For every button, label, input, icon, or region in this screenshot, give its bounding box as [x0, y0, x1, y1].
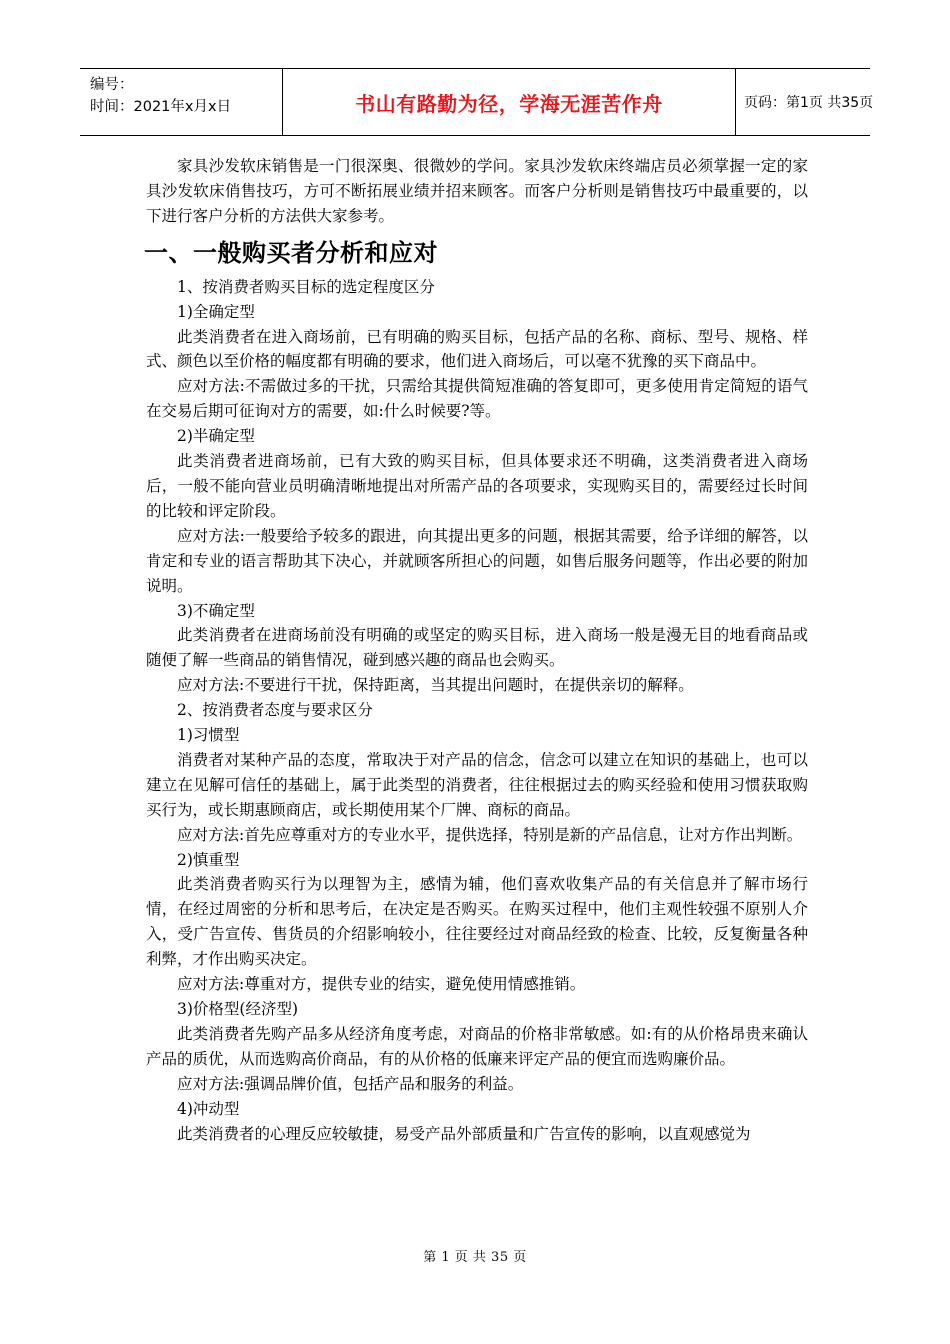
header-meta [80, 69, 282, 135]
body-paragraph: 此类消费者在进商场前没有明确的或坚定的购买目标，进入商场一般是漫无目的地看商品或随便了解一些商品的销售情况，碰到感兴趣的商品也会购买。 [146, 626, 808, 670]
body-paragraph: 应对方法:强调品牌价值，包括产品和服务的利益。 [177, 1074, 524, 1093]
body-paragraph: 4)冲动型 [177, 1099, 240, 1118]
body-paragraph: 2)慎重型 [177, 850, 240, 869]
intro-paragraph: 家具沙发软床销售是一门很深奥、很微妙的学问。家具沙发软床终端店员必须掌握一定的家具沙发软床俏售技巧，方可不断拓展业绩并招来顾客。而客户分析则是销售技巧中最重要的，以下进行客户分析的方法供大家参考。 [146, 157, 808, 225]
body-paragraph: 应对方法:首先应尊重对方的专业水平，提供选择，特别是新的产品信息，让对方作出判断。 [177, 825, 803, 844]
body-paragraph: 应对方法:一般要给予较多的跟进，向其提出更多的问题，根据其需要，给予详细的解答，以肯定和专业的语言帮助其下决心，并就顾客所担心的问题，如售后服务问题等，作出必要的附加说明。 [146, 526, 808, 595]
header-motto-cell [282, 69, 736, 135]
document-body [146, 154, 808, 1146]
header-page-info: 页码：第1页 共35页 [744, 95, 874, 111]
document-header [80, 68, 874, 136]
body-paragraph: 3)价格型(经济型) [177, 1000, 299, 1018]
body-paragraph: 2、按消费者态度与要求区分 [177, 701, 373, 720]
body-paragraph: 此类消费者在进入商场前，已有明确的购买目标，包括产品的名称、商标、型号、规格、样式、颜色以至价格的幅度都有明确的要求，他们进入商场后，可以毫不犹豫的买下商品中。 [146, 327, 808, 371]
body-paragraph: 1、按消费者购买目标的选定程度区分 [177, 277, 435, 296]
header-motto: 书山有路勤为径，学海无涯苦作舟 [355, 91, 663, 116]
body-paragraph: 应对方法:不要进行干扰，保持距离，当其提出问题时，在提供亲切的解释。 [177, 676, 694, 695]
body-paragraph: 此类消费者先购产品多从经济角度考虑，对商品的价格非常敏感。如:有的从价格昂贵来确认产品的质优，从而选购高价商品，有的从价格的低廉来评定产品的便宜而选购廉价品。 [146, 1024, 808, 1068]
section-heading: 一、一般购买者分析和应对 [144, 238, 438, 267]
document-number-label: 编号： [90, 77, 134, 93]
document-date-label: 时间：2021年x月x日 [90, 99, 232, 115]
body-paragraph: 3)不确定型 [177, 601, 255, 620]
body-paragraph: 此类消费者的心理反应较敏捷，易受产品外部质量和广告宣传的影响，以直观感觉为 [177, 1124, 751, 1143]
body-paragraph: 2)半确定型 [177, 427, 255, 446]
body-paragraph: 1)全确定型 [177, 302, 255, 321]
body-paragraph: 此类消费者进商场前，已有大致的购买目标，但具体要求还不明确，这类消费者进入商场后，一般不能向营业员明确清晰地提出对所需产品的各项要求，实现购买目的，需要经过长时间的比较和评定阶段。 [146, 452, 808, 520]
body-paragraph: 消费者对某种产品的态度，常取决于对产品的信念，信念可以建立在知识的基础上，也可以建立在见解可信任的基础上，属于此类型的消费者，往往根据过去的购买经验和使用习惯获取购买行为，或长期惠顾商店，或长期使用某个厂牌、商标的商品。 [146, 750, 808, 819]
page-footer: 第 1 页 共 35 页 [423, 1250, 527, 1265]
body-paragraph: 应对方法:不需做过多的干扰，只需给其提供简短准确的答复即可，更多使用肯定简短的语气在交易后期可征询对方的需要，如:什么时候要?等。 [146, 377, 808, 421]
body-paragraph: 此类消费者购买行为以理智为主，感情为辅，他们喜欢收集产品的有关信息并了解市场行情，在经过周密的分析和思考后，在决定是否购买。在购买过程中，他们主观性较强不原别人介入，受广告宣传、售货员的介绍影响较小，往往要经过对商品经致的检查、比较，反复衡量各种利弊，才作出购买决定。 [146, 875, 808, 969]
body-paragraph: 应对方法:尊重对方，提供专业的结实，避免使用情感推销。 [177, 975, 586, 994]
body-paragraph: 1)习惯型 [177, 726, 240, 745]
